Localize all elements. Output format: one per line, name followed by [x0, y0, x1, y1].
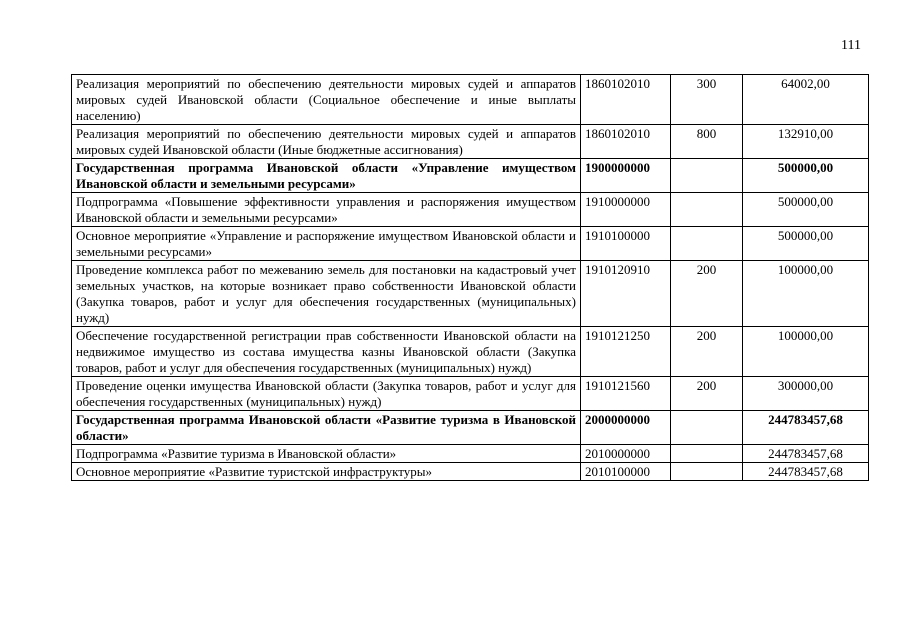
target-article-code-cell: 1910121250: [581, 327, 671, 377]
amount-cell: 300000,00: [743, 377, 869, 411]
expense-name-cell: Основное мероприятие «Управление и распоряжение имуществом Ивановской области и земельными ресурсами»: [72, 227, 581, 261]
expense-type-cell: [671, 227, 743, 261]
table-row: [72, 125, 869, 159]
amount-cell: 500000,00: [743, 227, 869, 261]
expense-type-cell: 800: [671, 125, 743, 159]
expense-type-cell: 200: [671, 261, 743, 327]
table-row: [72, 411, 869, 445]
amount-cell: 64002,00: [743, 75, 869, 125]
expense-type-cell: [671, 411, 743, 445]
table-row: [72, 75, 869, 125]
amount-cell: 100000,00: [743, 261, 869, 327]
expense-name-cell: Проведение комплекса работ по межеванию земель для постановки на кадастровый учет земельных участков, на которые возникает право собственности Ивановской области (Закупка товаров, работ и услуг для обеспечения государственных (муниципальных) нужд): [72, 261, 581, 327]
expense-name-cell: Государственная программа Ивановской области «Управление имуществом Ивановской области и земельными ресурсами»: [72, 159, 581, 193]
target-article-code-cell: 1910100000: [581, 227, 671, 261]
expense-type-cell: 200: [671, 377, 743, 411]
amount-cell: 100000,00: [743, 327, 869, 377]
expense-type-cell: [671, 159, 743, 193]
target-article-code-cell: 1910121560: [581, 377, 671, 411]
expense-name-cell: Подпрограмма «Развитие туризма в Ивановской области»: [72, 445, 581, 463]
expense-type-cell: [671, 445, 743, 463]
amount-cell: 244783457,68: [743, 463, 869, 481]
amount-cell: 500000,00: [743, 193, 869, 227]
table-row: [72, 193, 869, 227]
expense-name-cell: Реализация мероприятий по обеспечению деятельности мировых судей и аппаратов мировых судей Ивановской области (Иные бюджетные ассигнования): [72, 125, 581, 159]
table-row: [72, 377, 869, 411]
table-row: [72, 327, 869, 377]
amount-cell: 132910,00: [743, 125, 869, 159]
expense-name-cell: Проведение оценки имущества Ивановской области (Закупка товаров, работ и услуг для обеспечения государственных (муниципальных) нужд): [72, 377, 581, 411]
target-article-code-cell: 1900000000: [581, 159, 671, 193]
expense-name-cell: Реализация мероприятий по обеспечению деятельности мировых судей и аппаратов мировых судей Ивановской области (Социальное обеспечение и иные выплаты населению): [72, 75, 581, 125]
expense-name-cell: Основное мероприятие «Развитие туристской инфраструктуры»: [72, 463, 581, 481]
expense-name-cell: Подпрограмма «Повышение эффективности управления и распоряжения имуществом Ивановской области и земельными ресурсами»: [72, 193, 581, 227]
budget-table-body: [72, 75, 869, 481]
target-article-code-cell: 1860102010: [581, 75, 671, 125]
target-article-code-cell: 2000000000: [581, 411, 671, 445]
target-article-code-cell: 2010000000: [581, 445, 671, 463]
table-row: [72, 227, 869, 261]
page-number: 111: [841, 38, 861, 53]
table-row: [72, 463, 869, 481]
table-row: [72, 261, 869, 327]
target-article-code-cell: 1910120910: [581, 261, 671, 327]
target-article-code-cell: 2010100000: [581, 463, 671, 481]
target-article-code-cell: 1910000000: [581, 193, 671, 227]
table-row: [72, 445, 869, 463]
amount-cell: 244783457,68: [743, 411, 869, 445]
amount-cell: 500000,00: [743, 159, 869, 193]
expense-type-cell: [671, 193, 743, 227]
expense-name-cell: Обеспечение государственной регистрации прав собственности Ивановской области на недвижимое имущество из состава имущества казны Ивановской области (Закупка товаров, работ и услуг для обеспечения государственных (муниципальных) нужд): [72, 327, 581, 377]
expense-type-cell: 200: [671, 327, 743, 377]
amount-cell: 244783457,68: [743, 445, 869, 463]
expense-type-cell: 300: [671, 75, 743, 125]
budget-table: [71, 74, 869, 481]
expense-type-cell: [671, 463, 743, 481]
table-row: [72, 159, 869, 193]
target-article-code-cell: 1860102010: [581, 125, 671, 159]
expense-name-cell: Государственная программа Ивановской области «Развитие туризма в Ивановской области»: [72, 411, 581, 445]
